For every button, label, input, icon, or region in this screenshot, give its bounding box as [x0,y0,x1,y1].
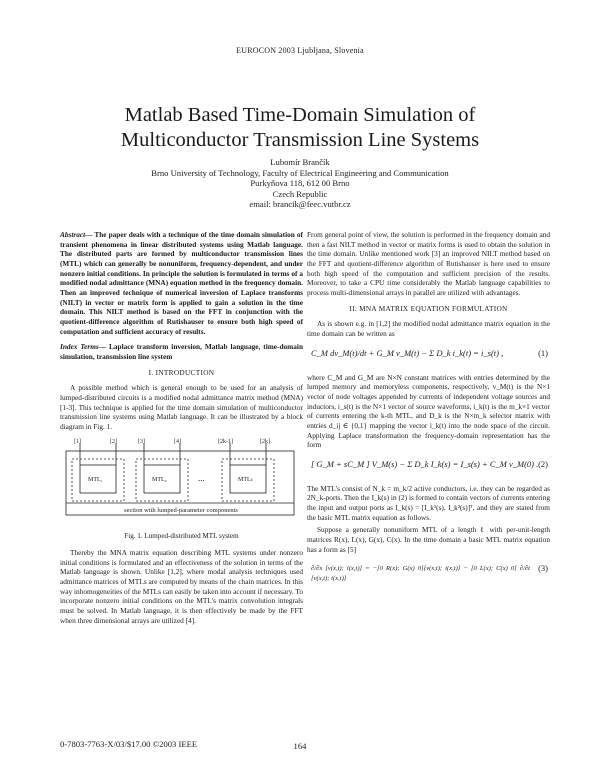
port-label-2: [2] [110,439,117,446]
equation-2-number: (2) [538,458,548,469]
port-label-4: [4] [174,439,181,446]
abstract-label: Abstract [60,230,86,239]
paragraph-mna: Thereby the MNA matrix equation describing MTL systems under nonzero initial conditions is formulated and an effectiveness of the solution in terms of the Matlab language is shown. Unlike [1,2], where modal analysis techniques used admittance matrices of MTLs are computed by means of the chain matrices. In this way inhomogeneities of the MTLs can easily be taken into account if necessary. To incorporate nonzero initial conditions on the MTL's matrix convolution integrals must be solved. In Matlab language, it is then effectively be made by the FFT when three dimensional arrays are utilized [4]. [60,548,303,625]
port-label-5: [2k-1] [218,439,233,446]
conference-header: EUROCON 2003 Ljubljana, Slovenia [236,46,364,55]
index-terms-label: Index Terms [60,342,99,352]
equation-3 [307,558,550,588]
paragraph-ports: The MTL's consist of N_k = m_k/2 active conductors, i.e. they can be regarded as 2N_k-ports. Then the I_k(s) in (2) is formed to contain vectors of currents entering the input and output ports as I_k(s) = [I_k¹(s), I_k²(s)]ᵀ, and they are stated from the basic MTL matrix equation as follows. [307,483,550,522]
email: email: brancik@feec.vutbr.cz [249,199,351,209]
port-label-1: [1] [74,439,81,446]
paragraph-definitions: where C_M and G_M are N×N constant matrices with entries determined by the lumped memory and memoryless components, respectively, v_M(t) is the N×1 vector of node voltages appended by currents of independent voltage sources and inductors, i_s(t) is the N×1 vector of source waveforms, i_k(t) is the m_k×1 vector of currents entering the k-th MTL, and D_k is the N×m_k selector matrix with entries d_ij ∈ {0,1} mapping the vector i_k(t) into the node space of the circuit. Applying Laplace transformation the frequency-domain representation has the form [307,372,550,450]
paragraph-nilt: From general point of view, the solution is performed in the frequency domain and then a fast NILT method in vector or matrix forms is used to obtain the solution in the time domain. Unlike mentioned work [3] an improved NILT method based on the FFT and quotient-difference algorithm of Rutishauser is here used to ensure both high speed of the computation and sufficient precision of the results. Moreover, to take a CPU time considerably the Matlab language capabilities to process multi-dimensional arrays in parallel are utilized with advantages. [307,230,550,297]
abstract-text: — The paper deals with a technique of the time domain simulation of transient phenomena in linear distributed systems using Matlab language. The distributed parts are formed by multiconductor transmission lines (MTL) which can generally be nonuniform, frequency-dependent, and under nonzero initial conditions. In principle the solution is formulated in terms of a modified nodal admittance (MNA) equation method in the frequency domain. Then an improved technique of numerical inversion of Laplace transforms (NILT) in vector or matrix form is applied to gain a solution in the time domain. This NILT method is based on the FFT in conjunction with the quotient-difference algorithm of Rutishauser to ensure both high speed of computation and sufficient accuracy of results. [60,230,303,336]
equation-1 [307,343,550,369]
figure-1 [60,437,303,529]
title-line-1: Matlab Based Time-Domain Simulation of [124,104,476,126]
paragraph-eq1-intro: As is shown e.g. in [1,2] the modified nodal admittance matrix equation in the time domain can be written as [307,319,550,338]
equation-3-number: (3) [538,563,548,574]
port-label-6: [2k] [260,439,270,446]
author-name: Lubomír Brančík [270,157,330,167]
mtl-label-k: MTLₖ [238,477,254,484]
section-heading-mna: II. MNA MATRIX EQUATION FORMULATION [349,303,508,313]
ellipsis: ... [198,473,205,484]
lumped-section-label: section with lumped-parameter components [124,507,238,515]
street-address: Purkyňova 118, 612 00 Brno [250,178,350,188]
port-label-3: [3] [138,439,145,446]
author-block [80,157,520,210]
abstract [60,230,303,336]
equation-3-body: ∂/∂x [v(x,t); i(x,t)] = −[0 R(x); G(x) 0][v(x,t); i(x,t)] − [0 L(x); C(x) 0] ∂/∂t [v(x,t); i(x,t)] [311,565,530,583]
equation-2-body: [ G_M + sC_M ] V_M(s) − Σ D_k I_k(s) = I_s(s) + C_M v_M(0) . [311,458,539,469]
equation-1-number: (1) [538,347,548,358]
footer-copyright: 0-7803-7763-X/03/$17.00 ©2003 IEEE [60,739,198,749]
figure-1-caption: Fig. 1. Lumped-distributed MTL system [124,532,239,541]
block-diagram [60,437,303,529]
title-line-2: Multiconductor Transmission Line Systems [120,129,480,151]
index-terms-text: — Laplace transform inversion, Matlab language, time-domain simulation, transmission line system [60,342,303,361]
mtl-label-1: MTL₁ [88,477,103,484]
intro-paragraph: A possible method which is general enough to be used for an analysis of lumped-distributed circuits is a modified nodal admittance matrix method (MNA) [1-3]. This technique is applied for the time domain simulation of multiconductor transmission line systems using Matlab language. It can be illustrated by a block diagram in Fig. 1. [60,383,303,431]
affiliation: Brno University of Technology, Faculty of Electrical Engineering and Communication [151,167,449,178]
equation-2 [307,454,550,480]
index-terms [60,342,303,361]
mtl-label-2: MTL₂ [152,477,167,484]
right-column [307,230,550,592]
page-number: 164 [293,741,307,751]
paragraph-nonuniform: Suppose a generally nonuniform MTL of a length ℓ with per-unit-length matrices R(x), L(x), G(x), C(x). In the time domain a basic MTL matrix equation has a form as [5] [307,525,550,554]
section-heading-introduction: I. INTRODUCTION [148,367,215,377]
paper-title [60,103,540,153]
equation-1-body: C_M dv_M(t)/dt + G_M v_M(t) − Σ D_k i_k(t) = i_s(t) , [311,347,504,358]
left-column [60,230,303,625]
country: Czech Republic [272,188,328,199]
